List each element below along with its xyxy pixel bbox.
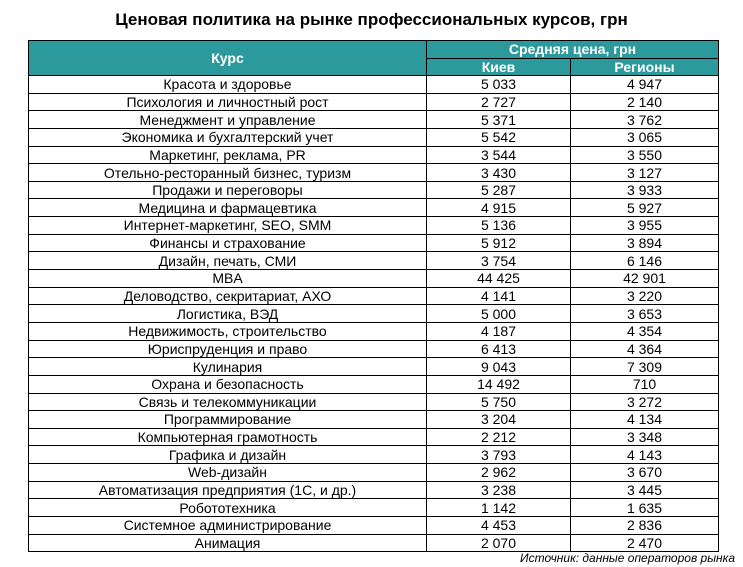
- kiev-price-cell: 3 793: [427, 446, 571, 464]
- course-cell: Связь и телекоммуникации: [29, 393, 427, 411]
- regions-price-cell: 4 134: [571, 411, 719, 429]
- kiev-price-cell: 3 544: [427, 146, 571, 164]
- source-note: Источник: данные операторов рынка: [520, 551, 735, 565]
- regions-price-cell: 3 670: [571, 464, 719, 482]
- course-cell: Логистика, ВЭД: [29, 305, 427, 323]
- regions-price-cell: 4 143: [571, 446, 719, 464]
- table-row: [29, 217, 719, 235]
- course-cell: Деловодство, секритариат, АХО: [29, 287, 427, 305]
- kiev-price-cell: 9 043: [427, 358, 571, 376]
- kiev-price-cell: 6 413: [427, 340, 571, 358]
- course-cell: Медицина и фармацевтика: [29, 199, 427, 217]
- regions-price-cell: 4 947: [571, 76, 719, 94]
- kiev-price-cell: 5 287: [427, 181, 571, 199]
- kiev-price-cell: 2 962: [427, 464, 571, 482]
- table-row: [29, 305, 719, 323]
- table-row: [29, 393, 719, 411]
- table-row: [29, 76, 719, 94]
- column-header-avg-price: Средняя цена, грн: [427, 41, 719, 59]
- kiev-price-cell: 2 212: [427, 428, 571, 446]
- regions-price-cell: 3 220: [571, 287, 719, 305]
- regions-price-cell: 4 364: [571, 340, 719, 358]
- price-table: [28, 40, 719, 552]
- kiev-price-cell: 5 000: [427, 305, 571, 323]
- kiev-price-cell: 4 915: [427, 199, 571, 217]
- kiev-price-cell: 1 142: [427, 499, 571, 517]
- table-row: [29, 375, 719, 393]
- course-cell: Дизайн, печать, СМИ: [29, 252, 427, 270]
- course-cell: Маркетинг, реклама, PR: [29, 146, 427, 164]
- regions-price-cell: 42 901: [571, 270, 719, 288]
- table-row: [29, 128, 719, 146]
- table-row: [29, 181, 719, 199]
- column-header-kiev: Киев: [427, 59, 571, 76]
- course-cell: Автоматизация предприятия (1С, и др.): [29, 481, 427, 499]
- course-cell: Программирование: [29, 411, 427, 429]
- course-cell: Экономика и бухгалтерский учет: [29, 128, 427, 146]
- regions-price-cell: 3 065: [571, 128, 719, 146]
- regions-price-cell: 710: [571, 375, 719, 393]
- kiev-price-cell: 4 141: [427, 287, 571, 305]
- kiev-price-cell: 4 187: [427, 322, 571, 340]
- course-cell: Графика и дизайн: [29, 446, 427, 464]
- table-body: [29, 76, 719, 552]
- course-cell: Робототехника: [29, 499, 427, 517]
- course-cell: Web-дизайн: [29, 464, 427, 482]
- table-row: [29, 428, 719, 446]
- regions-price-cell: 3 272: [571, 393, 719, 411]
- kiev-price-cell: 3 238: [427, 481, 571, 499]
- column-header-course: Курс: [29, 41, 427, 76]
- table-row: [29, 146, 719, 164]
- column-header-regions: Регионы: [571, 59, 719, 76]
- table-row: [29, 270, 719, 288]
- kiev-price-cell: 5 750: [427, 393, 571, 411]
- table-row: [29, 340, 719, 358]
- regions-price-cell: 3 933: [571, 181, 719, 199]
- table-row: [29, 287, 719, 305]
- regions-price-cell: 3 127: [571, 164, 719, 182]
- table-row: [29, 322, 719, 340]
- course-cell: Психология и личностный рост: [29, 93, 427, 111]
- course-cell: Интернет-маркетинг, SEO, SMM: [29, 217, 427, 235]
- kiev-price-cell: 2 070: [427, 534, 571, 552]
- table-row: [29, 411, 719, 429]
- table-row: [29, 93, 719, 111]
- course-cell: Компьютерная грамотность: [29, 428, 427, 446]
- kiev-price-cell: 44 425: [427, 270, 571, 288]
- table-row: [29, 164, 719, 182]
- regions-price-cell: 3 653: [571, 305, 719, 323]
- regions-price-cell: 4 354: [571, 322, 719, 340]
- course-cell: Финансы и страхование: [29, 234, 427, 252]
- table-row: [29, 517, 719, 535]
- kiev-price-cell: 3 430: [427, 164, 571, 182]
- course-cell: Менеджмент и управление: [29, 111, 427, 129]
- kiev-price-cell: 5 912: [427, 234, 571, 252]
- table-row: [29, 234, 719, 252]
- table-row: [29, 446, 719, 464]
- kiev-price-cell: 14 492: [427, 375, 571, 393]
- regions-price-cell: 6 146: [571, 252, 719, 270]
- kiev-price-cell: 5 542: [427, 128, 571, 146]
- regions-price-cell: 3 348: [571, 428, 719, 446]
- table-header: [29, 41, 719, 76]
- table-row: [29, 252, 719, 270]
- course-cell: Системное администрирование: [29, 517, 427, 535]
- regions-price-cell: 3 762: [571, 111, 719, 129]
- table-row: [29, 464, 719, 482]
- course-cell: Охрана и безопасность: [29, 375, 427, 393]
- kiev-price-cell: 4 453: [427, 517, 571, 535]
- course-cell: Кулинария: [29, 358, 427, 376]
- table-row: [29, 358, 719, 376]
- table-row: [29, 499, 719, 517]
- table-row: [29, 111, 719, 129]
- page-title: Ценовая политика на рынке профессиональных курсов, грн: [115, 10, 628, 29]
- regions-price-cell: 3 550: [571, 146, 719, 164]
- regions-price-cell: 1 635: [571, 499, 719, 517]
- kiev-price-cell: 5 371: [427, 111, 571, 129]
- table-row: [29, 534, 719, 552]
- kiev-price-cell: 3 204: [427, 411, 571, 429]
- table-row: [29, 481, 719, 499]
- course-cell: Анимация: [29, 534, 427, 552]
- table-row: [29, 199, 719, 217]
- regions-price-cell: 5 927: [571, 199, 719, 217]
- regions-price-cell: 3 955: [571, 217, 719, 235]
- course-cell: Продажи и переговоры: [29, 181, 427, 199]
- course-cell: Красота и здоровье: [29, 76, 427, 94]
- regions-price-cell: 2 836: [571, 517, 719, 535]
- kiev-price-cell: 3 754: [427, 252, 571, 270]
- course-cell: Отельно-ресторанный бизнес, туризм: [29, 164, 427, 182]
- kiev-price-cell: 5 033: [427, 76, 571, 94]
- kiev-price-cell: 5 136: [427, 217, 571, 235]
- regions-price-cell: 3 445: [571, 481, 719, 499]
- course-cell: Юриспруденция и право: [29, 340, 427, 358]
- regions-price-cell: 2 470: [571, 534, 719, 552]
- regions-price-cell: 7 309: [571, 358, 719, 376]
- kiev-price-cell: 2 727: [427, 93, 571, 111]
- regions-price-cell: 3 894: [571, 234, 719, 252]
- course-cell: Недвижимость, строительство: [29, 322, 427, 340]
- regions-price-cell: 2 140: [571, 93, 719, 111]
- course-cell: MBA: [29, 270, 427, 288]
